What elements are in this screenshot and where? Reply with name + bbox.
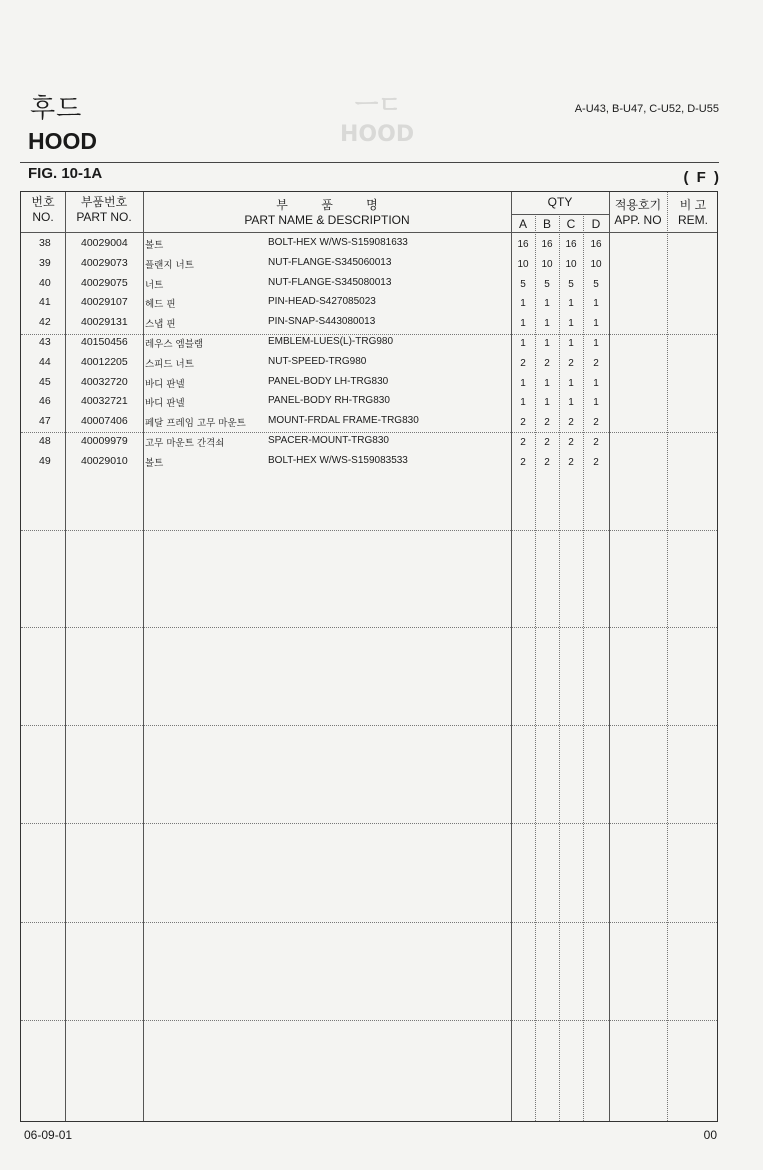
row-number: 44 (39, 355, 51, 368)
qty-subheader-line (511, 214, 609, 215)
part-number: 40029075 (81, 276, 128, 289)
part-description: NUT-FLANGE-S345060013 (268, 256, 392, 268)
qty-d: 1 (593, 298, 599, 310)
revision-mark: ( F ) (683, 169, 721, 186)
header-no-ko: 번호 (31, 195, 55, 209)
part-name-ko: 바디 판넬 (145, 378, 185, 390)
header-qty-d: D (591, 217, 601, 231)
qty-c: 2 (568, 417, 574, 429)
part-description: SPACER-MOUNT-TRG830 (268, 435, 389, 446)
part-description: MOUNT-FRDAL FRAME-TRG830 (268, 415, 419, 427)
qty-b: 2 (544, 417, 550, 429)
part-number: 40032721 (81, 395, 128, 408)
part-description: PIN-SNAP-S443080013 (268, 316, 376, 328)
qty-d: 2 (593, 417, 599, 429)
part-number: 40029107 (81, 296, 128, 309)
part-name-ko: 볼트 (145, 457, 164, 469)
part-name-ko: 고무 마운트 간격쇠 (145, 438, 225, 449)
part-name-ko: 레우스 엠블램 (145, 339, 204, 350)
page-title-korean: 후드 (30, 94, 83, 124)
qty-c: 1 (568, 377, 574, 389)
table-row (21, 273, 717, 293)
header-no-en: NO. (32, 210, 54, 224)
qty-c: 5 (568, 278, 574, 290)
qty-d: 2 (593, 437, 599, 448)
part-number: 40009979 (81, 435, 128, 447)
qty-c: 2 (568, 357, 574, 369)
qty-d: 10 (590, 258, 602, 270)
header-part-en: PART NO. (76, 210, 132, 224)
qty-a: 2 (520, 437, 526, 448)
group-separator (21, 823, 717, 824)
figure-number: FIG. 10-1A (28, 165, 103, 182)
qty-d: 1 (593, 338, 599, 349)
qty-a: 1 (520, 338, 526, 349)
qty-d: 1 (593, 318, 599, 330)
qty-c: 10 (565, 258, 577, 270)
qty-b: 2 (544, 456, 550, 468)
table-row (21, 431, 717, 451)
bleed-through-ghost-hood: HOOD (340, 122, 415, 147)
table-row (21, 372, 717, 392)
header-qty-b: B (542, 217, 551, 231)
part-description: BOLT-HEX W/WS-S159081633 (268, 237, 408, 248)
qty-b: 1 (544, 298, 550, 310)
header-qty-a: A (518, 217, 527, 231)
qty-b: 2 (544, 357, 550, 369)
part-description: NUT-FLANGE-S345080013 (268, 276, 392, 288)
qty-b: 10 (541, 258, 553, 270)
part-description: NUT-SPEED-TRG980 (268, 355, 367, 367)
header-name-en: PART NAME & DESCRIPTION (244, 213, 410, 227)
qty-d: 1 (593, 397, 599, 409)
qty-d: 16 (590, 239, 602, 250)
qty-b: 2 (544, 437, 550, 448)
header-name-ko: 부 품 명 (276, 198, 378, 212)
qty-a: 1 (520, 298, 526, 310)
footer-date: 06-09-01 (24, 1128, 73, 1142)
row-number: 48 (39, 435, 51, 447)
qty-d: 2 (593, 456, 599, 468)
part-number: 40029073 (81, 256, 128, 269)
qty-c: 1 (568, 298, 574, 310)
qty-a: 10 (517, 258, 529, 270)
table-row (21, 253, 717, 273)
qty-d: 5 (593, 278, 599, 290)
bleed-through-ghost-title: ㅡㄷ (355, 91, 402, 119)
header-part-name (143, 198, 511, 228)
qty-a: 2 (520, 357, 526, 369)
part-description: PANEL-BODY LH-TRG830 (268, 375, 389, 387)
table-row (21, 332, 717, 352)
page-number: 00 (703, 1128, 717, 1142)
part-name-ko: 바디 판넬 (145, 398, 185, 410)
part-name-ko: 헤드 핀 (145, 299, 176, 311)
table-row (21, 292, 717, 312)
row-number: 38 (39, 237, 51, 249)
part-number: 40029010 (81, 454, 128, 467)
row-number: 43 (39, 336, 51, 348)
header-part-ko: 부품번호 (80, 195, 128, 209)
table-row (21, 391, 717, 411)
row-number: 39 (39, 256, 51, 269)
table-row (21, 233, 717, 253)
model-codes: A-U43, B-U47, C-U52, D-U55 (574, 103, 719, 115)
header-app-en: APP. NO (614, 213, 662, 227)
part-description: PANEL-BODY RH-TRG830 (268, 395, 390, 407)
part-number: 40029004 (81, 237, 128, 249)
part-number: 40150456 (81, 336, 128, 348)
row-number: 49 (39, 454, 51, 467)
row-number: 47 (39, 415, 51, 428)
header-rem-en: REM. (678, 213, 708, 227)
parts-table (20, 191, 718, 1122)
table-row (21, 411, 717, 431)
row-number: 45 (39, 375, 51, 388)
qty-b: 1 (544, 377, 550, 389)
qty-b: 16 (541, 239, 553, 250)
row-number: 46 (39, 395, 51, 408)
qty-b: 5 (544, 278, 550, 290)
qty-a: 2 (520, 417, 526, 429)
part-name-ko: 스피드 너트 (145, 358, 194, 370)
group-separator (21, 922, 717, 923)
table-row (21, 312, 717, 332)
row-number: 40 (39, 276, 51, 289)
part-name-ko: 스냅 핀 (145, 319, 176, 331)
qty-d: 1 (593, 377, 599, 389)
qty-a: 16 (517, 239, 529, 250)
header-no (21, 195, 65, 225)
group-separator (21, 627, 717, 628)
part-number: 40032720 (81, 375, 128, 388)
table-row (21, 451, 717, 471)
part-number: 40029131 (81, 316, 128, 329)
qty-b: 1 (544, 338, 550, 349)
qty-a: 2 (520, 456, 526, 468)
header-rem-ko: 비 고 (679, 198, 707, 212)
qty-c: 2 (568, 437, 574, 448)
header-remarks (667, 198, 719, 228)
qty-c: 16 (565, 239, 577, 250)
title-divider (20, 162, 719, 163)
qty-c: 1 (568, 397, 574, 409)
part-number: 40007406 (81, 415, 128, 428)
page-title: HOOD (28, 128, 97, 154)
row-number: 41 (39, 296, 51, 309)
part-name-ko: 볼트 (145, 240, 164, 251)
part-name-ko: 플랜지 너트 (145, 259, 194, 271)
qty-a: 1 (520, 318, 526, 330)
row-number: 42 (39, 316, 51, 329)
qty-a: 5 (520, 278, 526, 290)
header-part-no (65, 195, 143, 225)
group-separator (21, 530, 717, 531)
part-description: PIN-HEAD-S427085023 (268, 296, 376, 308)
header-app-ko: 적용호기 (614, 198, 662, 212)
qty-b: 1 (544, 318, 550, 330)
qty-c: 1 (568, 338, 574, 349)
qty-c: 2 (568, 456, 574, 468)
part-name-ko: 너트 (145, 279, 164, 291)
qty-d: 2 (593, 357, 599, 369)
header-qty-c: C (566, 217, 576, 231)
part-name-ko: 페달 프레임 고무 마운트 (145, 418, 246, 430)
qty-a: 1 (520, 377, 526, 389)
qty-c: 1 (568, 318, 574, 330)
part-description: BOLT-HEX W/WS-S159083533 (268, 454, 408, 466)
table-row (21, 352, 717, 372)
part-description: EMBLEM-LUES(L)-TRG980 (268, 336, 394, 347)
header-app-no (609, 198, 667, 228)
group-separator (21, 725, 717, 726)
part-number: 40012205 (81, 355, 128, 368)
header-qty: QTY (547, 195, 573, 209)
qty-b: 1 (544, 397, 550, 409)
group-separator (21, 1020, 717, 1021)
qty-a: 1 (520, 397, 526, 409)
